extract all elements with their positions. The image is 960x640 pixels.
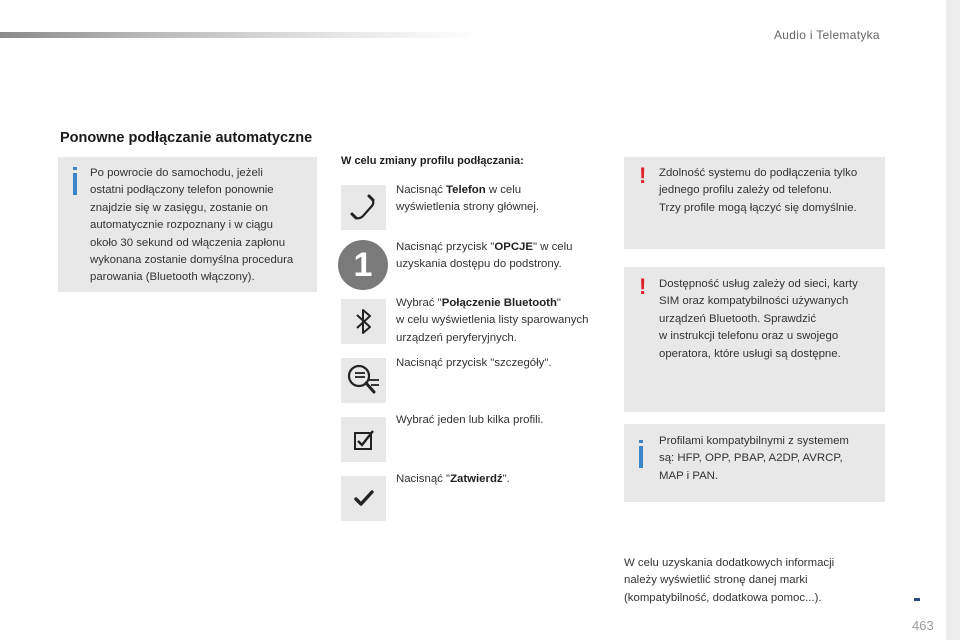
step-1-text: Nacisnąć Telefon w celu wyświetlenia strony głównej. xyxy=(396,184,540,214)
details-icon xyxy=(341,358,386,403)
steps-header: W celu zmiany profilu podłączania: xyxy=(341,155,524,167)
warning-icon: ! xyxy=(639,163,647,188)
warning-icon: ! xyxy=(639,274,647,299)
step-4-text: Nacisnąć przycisk "szczegóły". xyxy=(396,357,552,369)
page-number: 463 xyxy=(912,618,934,633)
step-icon-bluetooth xyxy=(341,299,386,344)
info-right-text: Profilami kompatybilnymi z systemem są: HFP, OPP, PBAP, A2DP, AVRCP, MAP i PAN. xyxy=(659,435,849,482)
page-title: Ponowne podłączanie automatyczne xyxy=(60,130,313,146)
warning-services-text: Dostępność usług zależy od sieci, karty SIM oraz kompatybilności używanych urządzeń Bluetooth. Sprawdzić w instrukcji telefonu oraz u swojego operatora, które usługi są dostępne. xyxy=(659,278,858,360)
section-label: Audio i Telematyka xyxy=(774,28,880,42)
step-5-text: Wybrać jeden lub kilka profili. xyxy=(396,414,544,426)
step-icon-details xyxy=(341,358,386,403)
bluetooth-icon xyxy=(341,299,386,344)
bottom-note: W celu uzyskania dodatkowych informacji należy wyświetlić stronę danej marki (kompatybilność, dodatkowa pomoc...). xyxy=(624,557,835,604)
page-marker xyxy=(914,598,920,601)
step-icon-checklist xyxy=(341,417,386,462)
header-gradient-bar xyxy=(0,32,480,38)
warning-box-profiles xyxy=(624,157,885,249)
step-number-badge: 1 xyxy=(338,240,388,290)
info-box-left xyxy=(58,157,317,292)
side-bar xyxy=(946,0,960,640)
checkmark-icon xyxy=(341,476,386,521)
info-icon xyxy=(73,173,77,195)
step-2-text: Nacisnąć przycisk "OPCJE" w celu uzyskania dostępu do podstrony. xyxy=(396,241,573,271)
warning-profiles-text: Zdolność systemu do podłączenia tylko jednego profilu zależy od telefonu. Trzy profile mogą łączyć się domyślnie. xyxy=(659,167,858,214)
phone-icon xyxy=(341,185,386,230)
warning-box-services xyxy=(624,267,885,412)
info-left-text: Po powrocie do samochodu, jeżeli ostatni podłączony telefon ponownie znajdzie się w zasięgu, zostanie on automatycznie rozpoznany i w ciągu około 30 sekund od włączenia zapłonu wykonana zostanie domyślna procedura parowania (Bluetooth włączony). xyxy=(90,167,294,284)
step-icon-confirm xyxy=(341,476,386,521)
step-icon-phone xyxy=(341,185,386,230)
info-icon xyxy=(639,446,643,468)
checklist-icon xyxy=(341,417,386,462)
info-box-right xyxy=(624,424,885,502)
step-6-text: Nacisnąć "Zatwierdź". xyxy=(396,473,510,485)
step-3-text: Wybrać "Połączenie Bluetooth" w celu wyświetlenia listy sparowanych urządzeń peryferyjnych. xyxy=(396,297,589,344)
